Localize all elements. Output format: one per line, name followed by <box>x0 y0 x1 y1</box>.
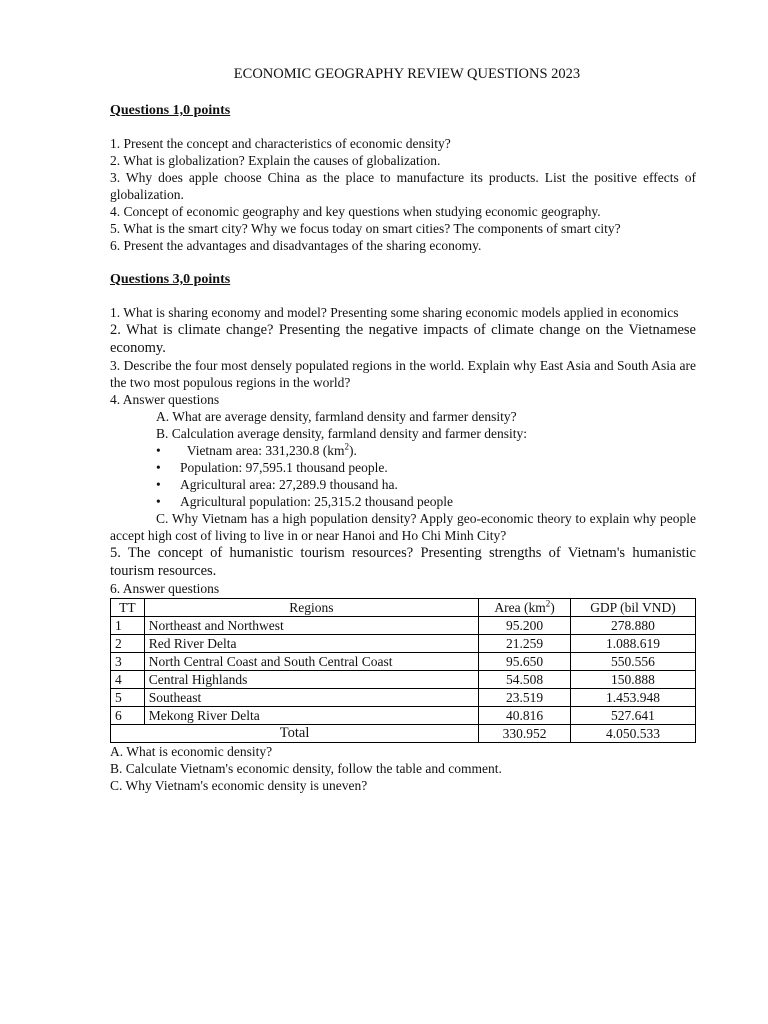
cell-region: Southeast <box>144 689 478 707</box>
cell-tt: 6 <box>111 707 145 725</box>
cell-area: 40.816 <box>479 707 571 725</box>
bullet-item: • Agricultural population: 25,315.2 thousand people <box>156 493 696 510</box>
total-gdp: 4.050.533 <box>570 725 695 743</box>
cell-area: 54.508 <box>479 671 571 689</box>
cell-region: North Central Coast and South Central Coast <box>144 653 478 671</box>
cell-tt: 5 <box>111 689 145 707</box>
section2-questions <box>110 304 696 794</box>
header-tt: TT <box>111 599 145 617</box>
total-label: Total <box>111 725 479 743</box>
sub-question: A. What are average density, farmland density and farmer density? <box>156 409 517 424</box>
cell-gdp: 1.088.619 <box>570 635 695 653</box>
table-row <box>111 635 696 653</box>
question-item: 4. Answer questions <box>110 392 220 407</box>
cell-region: Central Highlands <box>144 671 478 689</box>
question-item: 5. The concept of humanistic tourism resources? Presenting strengths of Vietnam's humanistic tourism resources. <box>110 545 696 579</box>
sub-question: A. What is economic density? <box>110 744 273 759</box>
question-item: 3. Why does apple choose China as the place to manufacture its products. List the positive effects of globalization. <box>110 170 696 202</box>
sub-question: C. Why Vietnam's economic density is uneven? <box>110 778 368 793</box>
table-row <box>111 707 696 725</box>
bullet-item: • Population: 97,595.1 thousand people. <box>156 459 696 476</box>
bullet-item: • Agricultural area: 27,289.9 thousand ha. <box>156 476 696 493</box>
regions-table <box>110 598 696 743</box>
question-item: 3. Describe the four most densely populated regions in the world. Explain why East Asia and South Asia are the two most populous regions in the world? <box>110 358 696 390</box>
cell-tt: 1 <box>111 617 145 635</box>
cell-gdp: 278.880 <box>570 617 695 635</box>
question-item: 1. What is sharing economy and model? Presenting some sharing economic models applied in economics <box>110 305 679 320</box>
question-item: 2. What is climate change? Presenting the negative impacts of climate change on the Vietnamese economy. <box>110 322 696 356</box>
page-title: ECONOMIC GEOGRAPHY REVIEW QUESTIONS 2023 <box>233 66 581 82</box>
header-area: Area $(km^2)$ <box>479 599 571 617</box>
bullet-text: Vietnam area: 331,230.8 (km <box>186 443 345 458</box>
cell-gdp: 550.556 <box>570 653 695 671</box>
header-regions: Regions <box>144 599 478 617</box>
section2-heading: Questions 3,0 points <box>110 272 231 287</box>
sub-question: C. Why Vietnam has a high population density? Apply geo-economic theory to explain why people accept high cost of living to live in or near Hanoi and Ho Chi Minh City? <box>110 511 696 543</box>
question-item: 4. Concept of economic geography and key questions when studying economic geography. <box>110 204 601 219</box>
question-item: 6. Answer questions <box>110 581 220 596</box>
question-item: 6. Present the advantages and disadvantages of the sharing economy. <box>110 238 482 253</box>
section1-heading: Questions 1,0 points <box>110 103 231 118</box>
cell-area: 95.200 <box>479 617 571 635</box>
cell-tt: 4 <box>111 671 145 689</box>
total-area: 330.952 <box>479 725 571 743</box>
table-total-row <box>111 725 696 743</box>
header-gdp: GDP (bil VND) <box>570 599 695 617</box>
section1-questions <box>110 135 696 254</box>
question-item: 5. What is the smart city? Why we focus today on smart cities? The components of smart city? <box>110 221 621 236</box>
table-header-row <box>111 599 696 617</box>
sub-question: B. Calculate Vietnam's economic density, follow the table and comment. <box>110 761 502 776</box>
sub-question: B. Calculation average density, farmland density and farmer density: <box>156 426 528 441</box>
table-row <box>111 653 696 671</box>
table-row <box>111 671 696 689</box>
cell-area: 21.259 <box>479 635 571 653</box>
bullet-item <box>156 442 696 459</box>
cell-area: 95.650 <box>479 653 571 671</box>
cell-region: Red River Delta <box>144 635 478 653</box>
bullet-text: ). <box>349 443 357 458</box>
cell-area: 23.519 <box>479 689 571 707</box>
superscript: 2 <box>344 441 350 452</box>
data-bullet-list <box>110 442 696 510</box>
table-row <box>111 689 696 707</box>
cell-region: Northeast and Northwest <box>144 617 478 635</box>
cell-gdp: 527.641 <box>570 707 695 725</box>
cell-gdp: 150.888 <box>570 671 695 689</box>
question-item: 2. What is globalization? Explain the causes of globalization. <box>110 153 441 168</box>
cell-region: Mekong River Delta <box>144 707 478 725</box>
cell-tt: 2 <box>111 635 145 653</box>
table-row <box>111 617 696 635</box>
question-item: 1. Present the concept and characteristics of economic density? <box>110 136 451 151</box>
cell-gdp: 1.453.948 <box>570 689 695 707</box>
cell-tt: 3 <box>111 653 145 671</box>
